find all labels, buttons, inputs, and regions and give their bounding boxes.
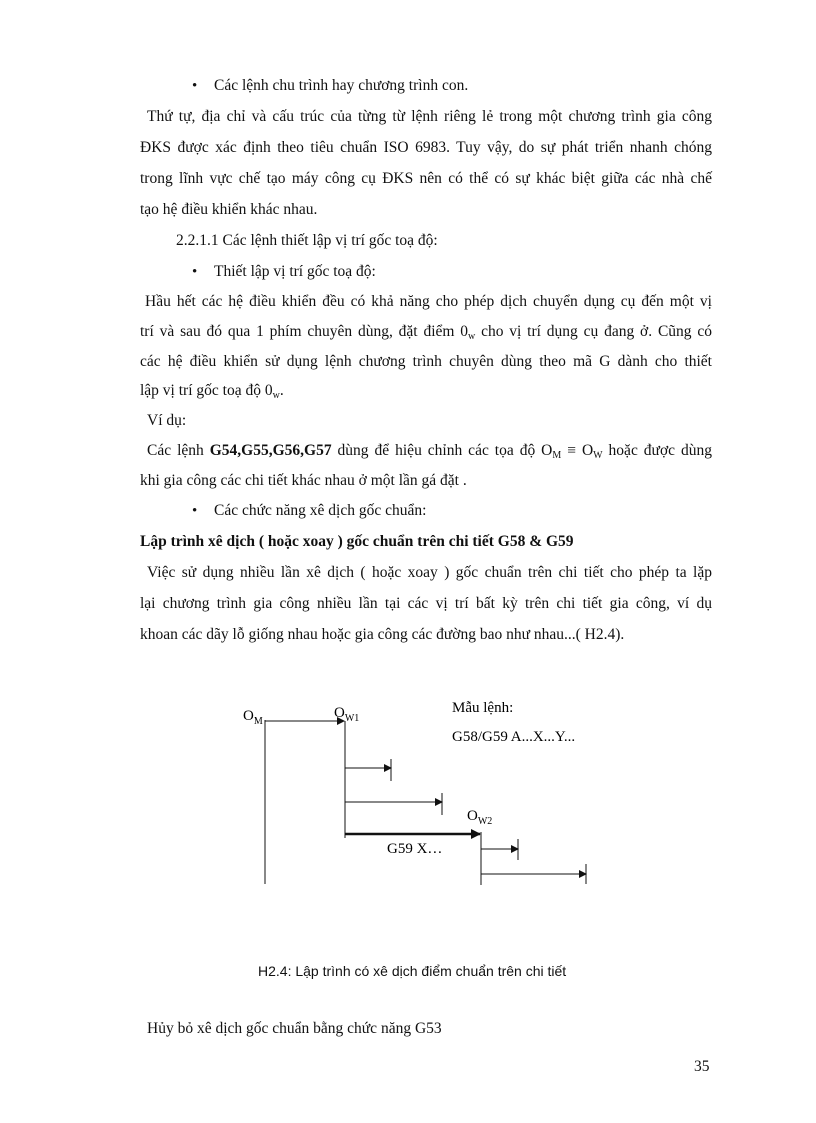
- figure-caption: H2.4: Lập trình có xê dịch điểm chuẩn trên chi tiết: [258, 963, 567, 979]
- page-number: 35: [694, 1058, 710, 1075]
- bold-heading: Lập trình xê dịch ( hoặc xoay ) gốc chuẩn trên chi tiết G58 & G59: [140, 533, 574, 550]
- paragraph-line: trí và sau đó qua 1 phím chuyên dùng, đặt điểm $0_w$ cho vị trí dụng cụ đang ở. Cũng có: [140, 323, 712, 342]
- paragraph-line: ĐKS được xác định theo tiêu chuẩn ISO 6983. Tuy vậy, do sự phát triển nhanh chóng: [140, 139, 712, 156]
- paragraph-line: trong lĩnh vực chế tạo máy công cụ ĐKS nên có thể có sự khác biệt giữa các nhà chế: [140, 170, 712, 187]
- paragraph-line: lại chương trình gia công nhiều lần tại các vị trí bất kỳ trên chi tiết gia công, ví dụ: [140, 595, 712, 612]
- bullet-item: • Các lệnh chu trình hay chương trình con.: [214, 76, 468, 96]
- ow2-label: $O_{W2}$: [467, 808, 493, 827]
- section-heading: 2.2.1.1 Các lệnh thiết lập vị trí gốc toạ độ:: [176, 232, 438, 249]
- paragraph-line: lập vị trí gốc toạ độ $0_w$.: [140, 382, 284, 401]
- paragraph-line: Thứ tự, địa chỉ và cấu trúc của từng từ lệnh riêng lẻ trong một chương trình gia công: [147, 108, 712, 125]
- bullet-item: • Thiết lập vị trí gốc toạ độ:: [214, 262, 376, 282]
- template-title: Mẫu lệnh:: [452, 700, 514, 716]
- paragraph-line: khi gia công các chi tiết khác nhau ở một lần gá đặt .: [140, 472, 467, 489]
- paragraph-line: các hệ điều khiển sử dụng lệnh chương trình chuyên dùng theo mã G dành cho thiết: [140, 353, 712, 370]
- paragraph-line: tạo hệ điều khiển khác nhau.: [140, 201, 318, 218]
- paragraph-line: Các lệnh G54,G55,G56,G57 dùng để hiệu chỉnh các tọa độ $O_M \equiv O_W$ hoặc được dùng: [147, 442, 712, 461]
- example-label: Ví dụ:: [147, 412, 187, 429]
- paragraph-line: Hầu hết các hệ điều khiển đều có khả năng cho phép dịch chuyển dụng cụ đến một vị: [145, 293, 712, 310]
- paragraph-line: Việc sử dụng nhiều lần xê dịch ( hoặc xoay ) gốc chuẩn trên chi tiết cho phép ta lặp: [147, 564, 712, 581]
- final-line: Hủy bỏ xê dịch gốc chuẩn bằng chức năng G53: [147, 1020, 442, 1037]
- ow1-label: $O_{W1}$: [334, 705, 360, 724]
- om-label: $O_M$: [243, 708, 263, 727]
- paragraph-line: khoan các dãy lỗ giống nhau hoặc gia công các đường bao như nhau...( H2.4).: [140, 626, 625, 643]
- bullet-item: • Các chức năng xê dịch gốc chuẩn:: [214, 501, 426, 521]
- template-command: G58/G59 A...X...Y...: [452, 729, 576, 745]
- g59-label: G59 X…: [387, 841, 443, 857]
